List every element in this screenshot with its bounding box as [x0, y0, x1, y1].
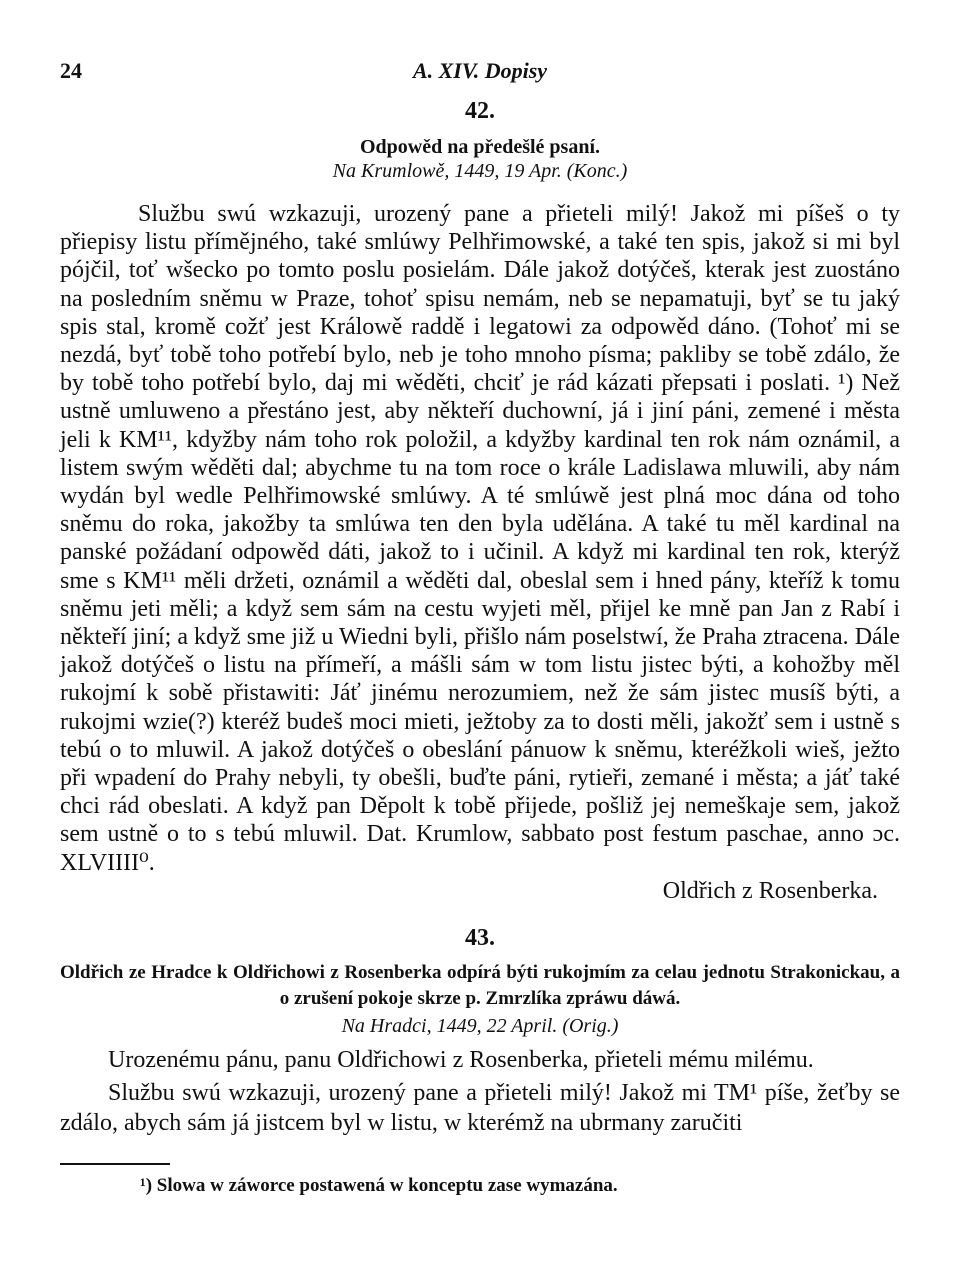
running-head [60, 58, 900, 88]
page-number: 24 [60, 58, 82, 83]
letter-42-signature: Oldřich z Rosenberka. [662, 877, 878, 904]
letter-42-paragraph: Službu swú wzkazuji, urozený pane a přieteli milý! Jakož mi píšeš o ty přiepisy listu přímějného, také smlúwy Pelhřimowské, a také ten spis, jakož si mi byl pójčil, toť wšecko po tomto poslu posielám. Dále jakož dotýčeš, kterak jest zuostáno na posledním sněmu w Praze, tohoť spisu nemám, neb se nepamatuji, byť se tu jaký spis stal, kromě cožť jest Králowě raddě i legatowi za odpowěd dáno. (Tohoť mi se nezdá, byť tobě toho potřebí bylo, neb je toho mnoho písma; pakliby se tobě zdálo, že by tobě toho potřebí bylo, daj mi wěděti, chciť je rád kázati přepsati i poslati. ¹) Než ustně umluweno a přestáno jest, aby někteří duchowní, já i jiní páni, zemené i města jeli k KM¹¹, kdyžby nám toho rok položil, a kdyžby kardinal ten rok nám oznámil, a listem swým wěděti dal; abychme tu na tom roce o krále Ladislawa mluwili, aby nám wydán byl wedle Pelhřimowské smlúwy. A té smlúwě jest plná moc dána od toho sněmu do roka, jakožby ta smlúwa ten den byla udělána. A také tu měl kardinal na panské požádaní odpowěd dáti, jakož to i učinil. A když mi kardinal ten rok, kterýž sme s KM¹¹ měli držeti, oznámil a wěděti dal, obeslal sem i hned pány, kteříž k tomu sněmu jeti měli; a když sem sám na cestu wyjeti měl, přijel ke mně pan Jan z Rabí i někteří jiní; a když sme již u Wiedni byli, přišlo nám poselstwí, že Praha ztracena. Dále jakož dotýčeš o listu na přímeří, a mášli sám w tom listu jistec býti, a kohožby měl rukojmí k sobě přistawiti: Jáť jinému nerozumiem, než že sám jistec musíš býti, a rukojmi wzie(?) kteréž budeš moci mieti, ježtoby za to dosti měli, jakožť sem i ustně s tebú o to mluwil. A jakož dotýčeš o obeslání pánuow k sněmu, kteréžkoli wieš, ježto při wpadení do Prahy nebyli, ty obešli, buďte páni, rytieři, zemané i města; a jáť také chci rád obeslati. A když pan Děpolt k tobě přijede, pošliž jej nemeškaje sem, jakož sem ustně o to s tebú mluwil. Dat. Krumlow, sabbato post festum paschae, anno ɔc. XLVIIII⁰. [60, 201, 900, 876]
letter-42-date: Na Krumlowě, 1449, 19 Apr. (Konc.) [332, 160, 628, 182]
footnote-text: Slowa w záworce postawená w konceptu zase wymazána. [156, 1175, 618, 1196]
footnote-marker: ¹) [140, 1175, 153, 1196]
footnote-divider [60, 1163, 170, 1165]
letter-43-body [60, 1078, 900, 1138]
footnote [140, 1175, 618, 1197]
letter-43-salutation: Urozenému pánu, panu Oldřichowi z Rosenberka, přieteli mému milému. [108, 1047, 814, 1073]
letter-43-number: 43. [465, 925, 495, 951]
letter-42-body [60, 200, 900, 905]
letter-43-paragraph: Službu swú wzkazuji, urozený pane a přieteli milý! Jakož mi TM¹ píše, žeťby se zdálo, abych sám já jistcem byl w listu, w kterémž na ubrmany zaručiti [60, 1080, 900, 1136]
letter-42-number: 42. [465, 98, 495, 124]
section-title: A. XIV. Dopisy [412, 58, 548, 83]
letter-43-date: Na Hradci, 1449, 22 April. (Orig.) [341, 1015, 619, 1037]
letter-43-heading: Oldřich ze Hradce k Oldřichowi z Rosenberka odpírá býti rukojmím za celau jednotu Strakonickau, a o zrušení pokoje skrze p. Zmrzlíka zpráwu dáwá. [60, 962, 900, 1009]
letter-42-signature-line [60, 877, 900, 905]
letter-42-heading: Odpowěd na předešlé psaní. [359, 136, 601, 158]
